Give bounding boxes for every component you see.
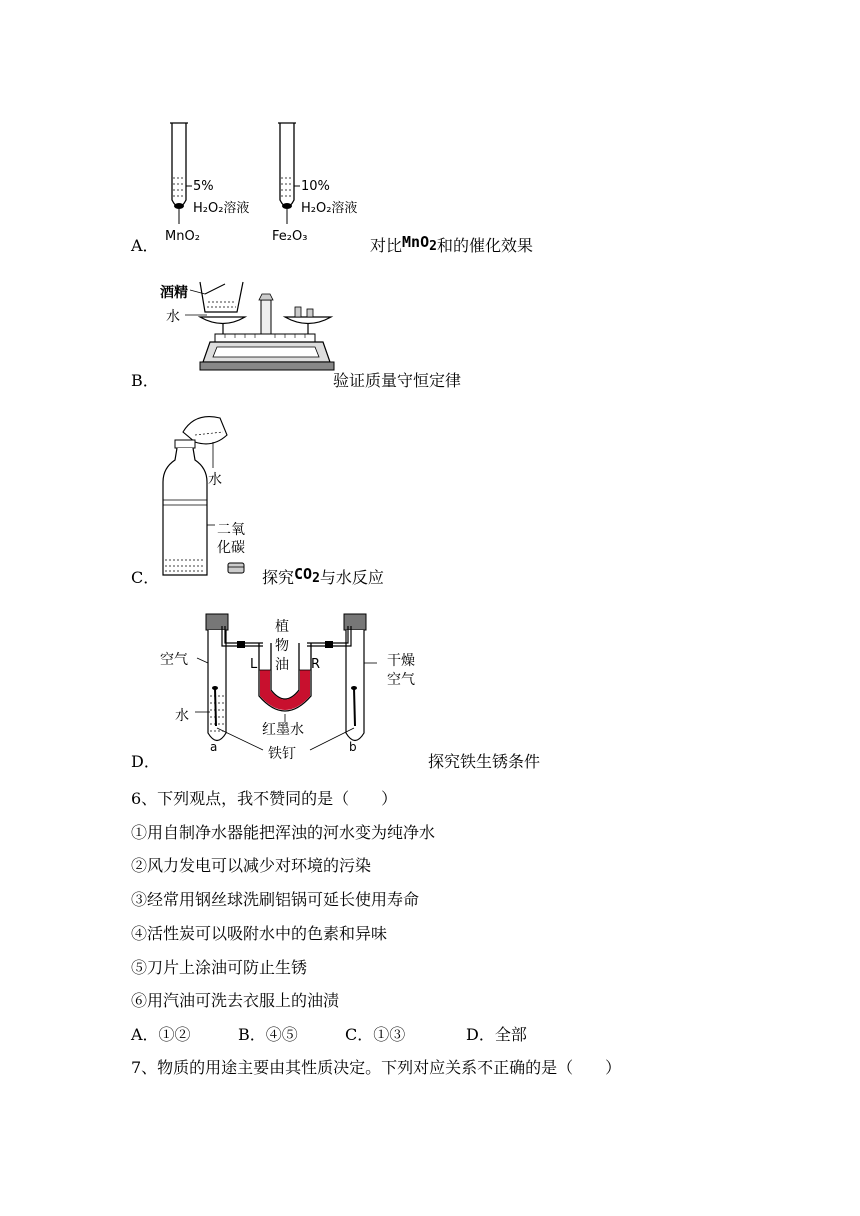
q6-item: ②风力发电可以减少对环境的污染	[131, 856, 372, 875]
tube2-solution: H₂O₂溶液	[301, 201, 358, 216]
option-a-description: 对比MnO2和的催化效果	[370, 233, 533, 255]
test-tube-2	[278, 123, 300, 224]
q6-item: ①用自制净水器能把浑浊的河水变为纯净水	[131, 823, 436, 842]
label-water-d: 水	[175, 708, 189, 724]
label-oil-2: 物	[275, 638, 289, 654]
label-dry-2: 空气	[387, 672, 415, 688]
tube2-catalyst: Fe₂O₃	[272, 229, 308, 244]
tube1-concentration: 5%	[193, 179, 214, 194]
option-b-description: 验证质量守恒定律	[333, 371, 462, 390]
option-b-letter: B．	[131, 371, 159, 390]
option-d-letter: D．	[131, 752, 160, 771]
test-tube-1	[170, 123, 192, 224]
q6-option-a[interactable]: A．①②	[131, 1025, 191, 1044]
label-b: b	[349, 740, 357, 754]
q6-item: ③经常用钢丝球洗刷铝锅可延长使用寿命	[131, 890, 420, 909]
tube1-catalyst: MnO₂	[165, 229, 200, 244]
label-water: 水	[166, 309, 180, 325]
label-iron-nail: 铁钉	[268, 746, 296, 762]
q6-stem: 6、下列观点，我不赞同的是（ ）	[131, 789, 398, 808]
option-d-description: 探究铁生锈条件	[428, 752, 541, 771]
option-c-description: 探究CO2与水反应	[262, 565, 384, 587]
q6-option-c[interactable]: C．①③	[345, 1025, 406, 1044]
option-c-letter: C．	[131, 568, 160, 587]
tube2-concentration: 10%	[301, 179, 330, 194]
plastic-bottle-icon	[163, 440, 215, 575]
label-l: L	[250, 657, 258, 672]
label-air: 空气	[160, 652, 188, 668]
beaker-icon	[185, 282, 243, 315]
q6-item: ④活性炭可以吸附水中的色素和异味	[131, 924, 388, 943]
tube1-solution: H₂O₂溶液	[193, 201, 250, 216]
label-a: a	[210, 740, 218, 754]
label-r: R	[311, 657, 321, 672]
label-water-c: 水	[208, 472, 222, 488]
bottle-cap-icon	[228, 563, 244, 573]
label-dry-1: 干燥	[387, 653, 415, 669]
q6-option-d[interactable]: D．全部	[466, 1025, 527, 1044]
label-alcohol: 酒精	[160, 285, 188, 301]
label-co2-line1: 二氧	[217, 522, 245, 538]
q6-item: ⑤刀片上涂油可防止生锈	[131, 958, 308, 977]
q6-option-b[interactable]: B．④⑤	[238, 1025, 298, 1044]
label-oil-3: 油	[275, 657, 289, 673]
label-red-ink: 红墨水	[262, 722, 304, 738]
label-co2-line2: 化碳	[217, 540, 245, 556]
label-oil-1: 植	[275, 619, 289, 635]
q6-item: ⑥用汽油可洗去衣服上的油渍	[131, 991, 340, 1010]
q7-stem: 7、物质的用途主要由其性质决定。下列对应关系不正确的是（ ）	[131, 1058, 622, 1077]
bottle-figure	[155, 410, 255, 585]
option-a-letter: A．	[131, 236, 159, 255]
